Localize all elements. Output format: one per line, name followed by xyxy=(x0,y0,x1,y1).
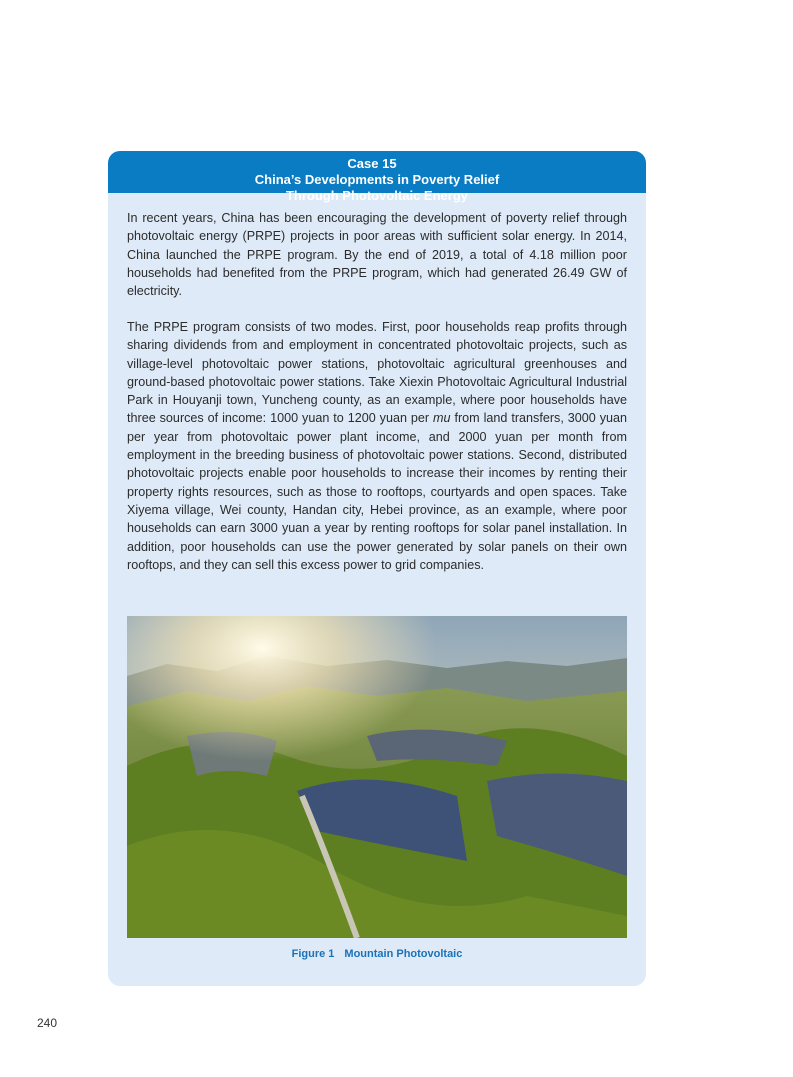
figure-caption-text: Mountain Photovoltaic xyxy=(344,948,463,960)
mountain-photovoltaic-photo xyxy=(127,616,627,938)
case-title-line2: Through Photovoltaic Energy xyxy=(285,188,468,203)
paragraph-modes-part2: from land transfers, 3000 yuan per year from photovoltaic power plant income, and 2000 yuan per month from employment in the breeding business of photovoltaic power stations. Second, distributed photovoltaic projects enable poor households to increase their incomes by renting their property rights resources, such as those to rooftops, courtyards and open spaces. Take Xiyema village, Wei county, Handan city, Hebei province, as an example, where poor households can earn 3000 yuan a year by renting rooftops for solar panel installation. In addition, poor households can use the power generated by solar panels on their own rooftops, and they can sell this excess power to grid companies. xyxy=(127,411,628,572)
page-number: 240 xyxy=(37,1016,58,1030)
case-title-line1: China’s Developments in Poverty Relief xyxy=(254,172,500,187)
paragraph-intro: In recent years, China has been encouraging the development of poverty relief through photovoltaic energy (PRPE) projects in poor areas with sufficient solar energy. In 2014, China launched the PRPE program. By the end of 2019, a total of 4.18 million poor households had benefited from the PRPE program, which had generated 26.49 GW of electricity. xyxy=(127,211,627,299)
italic-term-mu: mu xyxy=(433,411,451,426)
figure-caption xyxy=(108,948,646,960)
paragraph-modes-part1: The PRPE program consists of two modes. First, poor households reap profits through sharing dividends from and employment in concentrated photovoltaic projects, such as village-level photovoltaic power stations, photovoltaic agricultural greenhouses and ground-based photovoltaic power stations. Take Xiexin Photovoltaic Agricultural Industrial Park in Houyanji town, Yuncheng county, as an example, where poor households have three sources of income: 1000 yuan to 1200 yuan per xyxy=(127,320,627,426)
case-box xyxy=(108,151,646,986)
case-header xyxy=(108,151,646,203)
figure-number: Figure 1 xyxy=(291,948,335,960)
paragraph-modes xyxy=(127,318,627,574)
case-number: Case 15 xyxy=(347,156,397,171)
